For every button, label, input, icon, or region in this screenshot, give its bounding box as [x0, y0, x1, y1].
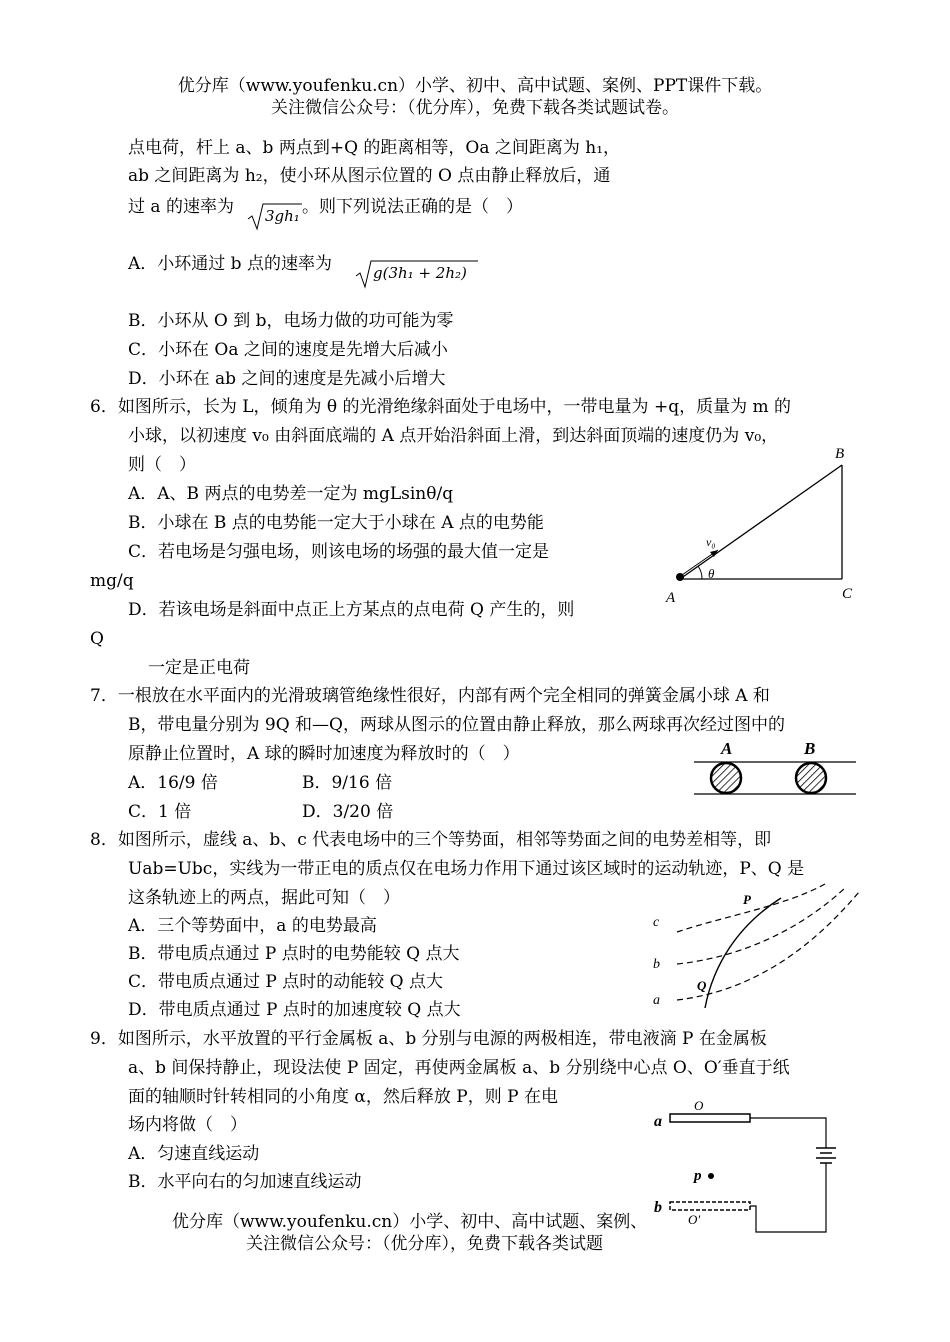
q6-option-c-line-1: C．若电场是匀强电场，则该电场的场强的最大值一定是	[128, 542, 550, 562]
q8-option-a: A．三个等势面中，a 的电势最高	[128, 916, 377, 936]
q5-sqrt-expression-1	[246, 201, 302, 231]
trajectory-label-p: P	[743, 892, 751, 907]
plate-label-o-prime: O′	[688, 1212, 701, 1227]
q5-stem-line-1: 点电荷，杆上 a、b 两点到+Q 的距离相等，Oa 之间距离为 h₁，	[128, 138, 621, 158]
q5-option-c: C．小环在 Oa 之间的速度是先增大后减小	[128, 340, 448, 360]
q9-option-a: A．匀速直线运动	[128, 1144, 260, 1164]
q6-option-c-line-2: mg/q	[90, 571, 134, 591]
q6-option-d-line-2: Q	[90, 629, 104, 649]
incline-line	[680, 465, 842, 579]
q9-stem-line-1: 9．如图所示，水平放置的平行金属板 a、b 分别与电源的两极相连，带电液滴 P 在金属板	[90, 1029, 767, 1049]
q5-stem-line-3a: 过 a 的速率为	[128, 197, 234, 217]
q6-stem-line-3: 则（ ）	[128, 455, 196, 475]
glass-tube-diagram	[690, 734, 860, 806]
q6-option-b: B．小球在 B 点的电势能一定大于小球在 A 点的电势能	[128, 513, 544, 533]
q7-option-d: D．3/20 倍	[302, 802, 394, 822]
q8-stem-line-2: Uab=Ubc，实线为一带正电的质点仅在电场力作用下通过该区域时的运动轨迹，P、Q 是	[128, 859, 805, 879]
q5-option-b: B．小环从 O 到 b，电场力做的功可能为零	[128, 311, 454, 331]
wire-top	[750, 1118, 826, 1148]
q6-option-d-line-1: D．若该电场是斜面中点正上方某点的点电荷 Q 产生的，则	[128, 600, 575, 620]
q8-stem-line-3: 这条轨迹上的两点，据此可知（ ）	[128, 888, 400, 908]
trajectory-label-q: Q	[697, 978, 707, 993]
plate-label-b: b	[654, 1199, 662, 1216]
q7-option-a: A．16/9 倍	[128, 773, 218, 793]
plate-a	[670, 1114, 750, 1122]
q7-stem-line-1: 7．一根放在水平面内的光滑玻璃管绝缘性很好，内部有两个完全相同的弹簧金属小球 A 和	[90, 686, 770, 706]
equipotential-c	[677, 884, 825, 932]
q6-option-d-line-3: 一定是正电荷	[148, 658, 250, 678]
q7-option-c: C．1 倍	[128, 802, 192, 822]
angle-arc-icon	[698, 566, 702, 579]
parallel-plates-diagram	[648, 1090, 858, 1240]
q8-stem-line-1: 8．如图所示，虚线 a、b、c 代表电场中的三个等势面，相邻等势面之间的电势差相等，即	[90, 830, 772, 850]
incline-label-a: A	[666, 590, 676, 606]
q5-option-a: A．小环通过 b 点的速率为	[128, 254, 332, 274]
tube-label-a: A	[721, 739, 733, 758]
q6-stem-line-1: 6．如图所示，长为 L，倾角为 θ 的光滑绝缘斜面处于电场中，一带电量为 +q，质量为 m 的	[90, 397, 792, 417]
q7-stem-line-3: 原静止位置时，A 球的瞬时加速度为释放时的（ ）	[128, 744, 520, 764]
q5-stem-line-2: ab 之间距离为 h₂，使小环从图示位置的 O 点由静止释放后，通	[128, 166, 611, 186]
q5-sqrt-content-2: g(3h₁ + 2h₂)	[373, 264, 467, 282]
header-line-2: 关注微信公众号：（优分库），免费下载各类试题试卷。	[271, 98, 679, 118]
incline-diagram	[660, 440, 870, 610]
plate-label-o: O	[694, 1098, 704, 1113]
equipotential-label-b: b	[653, 957, 660, 972]
q8-option-b: B．带电质点通过 P 点时的电势能较 Q 点大	[128, 944, 460, 964]
q5-option-d: D．小环在 ab 之间的速度是先减小后增大	[128, 369, 446, 389]
ball-b-icon	[796, 763, 826, 793]
equipotential-b	[677, 888, 845, 964]
droplet-label-p: p	[694, 1168, 702, 1184]
q6-stem-line-2: 小球，以初速度 v₀ 由斜面底端的 A 点开始沿斜面上滑，到达斜面顶端的速度仍为 v₀，	[128, 426, 779, 446]
q6-option-a: A．A、B 两点的电势差一定为 mgLsinθ/q	[128, 484, 454, 504]
q9-stem-line-2: a、b 间保持静止，现设法使 P 固定，再使两金属板 a、b 分别绕中心点 O、O′垂直于纸	[128, 1058, 790, 1078]
droplet-p-icon	[708, 1173, 714, 1179]
header-line-1: 优分库（www.youfenku.cn）小学、初中、高中试题、案例、PPT课件下载。	[177, 76, 773, 96]
incline-label-b: B	[835, 446, 845, 462]
q8-option-c: C．带电质点通过 P 点时的动能较 Q 点大	[128, 972, 443, 992]
incline-label-v0: v₀	[706, 535, 716, 549]
q5-sqrt-content-1: 3gh₁	[265, 207, 300, 225]
footer-line-1: 优分库（www.youfenku.cn）小学、初中、高中试题、案例、	[172, 1212, 648, 1232]
q7-stem-line-2: B，带电量分别为 9Q 和—Q，两球从图示的位置由静止释放，那么两球再次经过图中的	[128, 715, 785, 735]
equipotential-label-c: c	[653, 915, 660, 930]
ball-a-icon	[711, 763, 741, 793]
q5-sqrt-expression-2	[354, 257, 480, 289]
footer-line-2: 关注微信公众号：（优分库），免费下载各类试题	[246, 1234, 603, 1254]
incline-label-c: C	[842, 586, 853, 602]
q8-option-d: D．带电质点通过 P 点时的加速度较 Q 点大	[128, 1000, 461, 1020]
q5-stem-line-3b: 。则下列说法正确的是（ ）	[302, 197, 523, 217]
q9-option-b: B．水平向右的匀加速直线运动	[128, 1172, 362, 1192]
equipotential-diagram	[645, 876, 865, 1021]
q7-option-b: B．9/16 倍	[302, 773, 393, 793]
q9-stem-line-3: 面的轴顺时针转相同的小角度 α，然后释放 P，则 P 在电	[128, 1087, 558, 1107]
equipotential-label-a: a	[653, 993, 660, 1008]
tube-label-b: B	[804, 739, 816, 758]
wire-bottom	[750, 1168, 826, 1232]
plate-b	[670, 1202, 750, 1210]
incline-label-theta: θ	[708, 566, 715, 581]
q9-stem-line-4: 场内将做（ ）	[128, 1115, 247, 1135]
plate-label-a: a	[654, 1113, 662, 1130]
